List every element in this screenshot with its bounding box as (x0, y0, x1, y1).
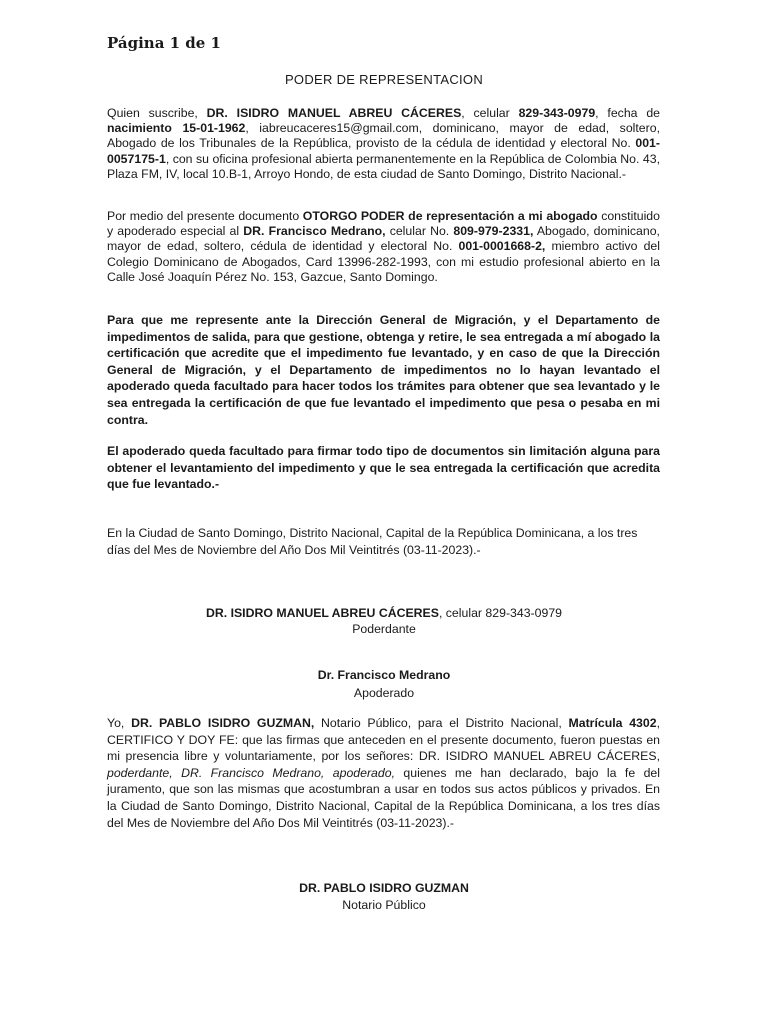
text-span: miembro activo del Colegio Dominicano de Abogados, Card 13996-282-1993, con mi estudio profesional abierto en la Calle José Joaquín Pérez No. 153, Gazcue, Santo Domingo. (107, 239, 660, 284)
signatory-name (0, 605, 768, 621)
text-span: Por medio del presente documento (107, 209, 303, 223)
signature-block-attorney (0, 667, 768, 701)
text-span: constituido y apoderado especial al (107, 209, 660, 239)
signatory-name: DR. PABLO ISIDRO GUZMAN (299, 881, 469, 895)
text-span: Abogado, dominicano, mayor de edad, soltero, cédula de identidad y electoral No. (107, 224, 660, 254)
signatory-roles: poderdante, DR. Francisco Medrano, apoderado, (107, 765, 395, 780)
notary-name: DR. PABLO ISIDRO GUZMAN, (131, 716, 315, 730)
signatory-name: Dr. Francisco Medrano (317, 668, 451, 682)
text-span: , con su oficina profesional abierta permanentemente en la República de Colombia No. 43, Plaza FM, IV, local 10.B-1, Arroyo Hondo, de esta ciudad de Santo Domingo, Distrito Nacional.- (107, 151, 660, 181)
paragraph-attorney-powers: El apoderado queda facultado para firmar todo tipo de documentos sin limitación alguna para obtener el levantamiento del impedimento y que le sea entregada la certificación que acredita que fue levantado.- (107, 444, 660, 492)
notary-registration: Matrícula 4302 (568, 716, 657, 730)
signature-block-notary (0, 880, 768, 913)
grantor-id-number: 001-0057175-1 (107, 136, 660, 166)
birth-label: nacimiento (107, 121, 172, 136)
birth-date: 15-01-1962 (182, 121, 246, 136)
text-span: , fecha de (595, 106, 660, 120)
paragraph-power-grant (107, 209, 660, 285)
attorney-name: DR. Francisco Medrano, (243, 224, 386, 239)
attorney-phone: 809-979-2331, (453, 224, 534, 239)
signatory-role: Notario Público (342, 898, 426, 912)
paragraph-place-date: En la Ciudad de Santo Domingo, Distrito Nacional, Capital de la República Dominicana, a los tres días del Mes de Noviembre del Año Dos Mil Veintitrés (03-11-2023).- (107, 526, 638, 557)
attorney-id-number: 001-0001668-2, (458, 239, 546, 254)
grant-statement: OTORGO PODER de representación a mi abogado (302, 209, 598, 223)
grantor-phone: 829-343-0979 (518, 106, 596, 120)
paragraph-mandate-purpose: Para que me represente ante la Dirección General de Migración, y el Departamento de impedimentos de salida, para que gestione, obtenga y retire, le sea entregada a mí abogado la certificación que acredite que el impedimento fue levantado, y en caso de que la Dirección General de Migración, y el Departamento de impedimentos no lo hayan levantado el apoderado queda facultado para hacer todos los trámites para obtener que sea levantado y le sea entregada la certificación de que fue levantado el impedimento que pesa o pesaba en mi contra. (107, 313, 660, 427)
text-span: , celular (461, 106, 519, 120)
text-span: quienes me han declarado, bajo la fe del juramento, que son las mismas que acostumbran a usar en todos sus actos públicos y privados. En la Ciudad de Santo Domingo, Distrito Nacional, Capital de la República Dominicana, a los tres días del Mes de Noviembre del Año Dos Mil Veintitrés (03-11-2023).- (107, 765, 660, 830)
document-title: PODER DE REPRESENTACION (284, 72, 484, 87)
signatory-name-bold: DR. ISIDRO MANUEL ABREU CÁCERES (205, 606, 439, 620)
grantor-name: DR. ISIDRO MANUEL ABREU CÁCERES (206, 106, 462, 120)
signatory-phone: , celular 829-343-0979 (438, 606, 563, 620)
signatory-role: Poderdante (352, 622, 416, 636)
text-span: Quien suscribe, (107, 106, 207, 120)
text-span: , CERTIFICO Y DOY FE: que las firmas que anteceden en el presente documento, fueron puestas en mi presencia libre y voluntariamente, por los señores: DR. ISIDRO MANUEL ABREU CÁCERES, (107, 716, 660, 764)
text-span (172, 121, 183, 135)
paragraph-notary-certification (107, 715, 660, 831)
text-span: celular No. (385, 224, 454, 239)
text-span: , iabreucaceres15@gmail.com, dominicano, mayor de edad, soltero, Abogado de los Tribunales de la República, provisto de la cédula de identidad y electoral No. (107, 121, 660, 151)
page-number: Página 1 de 1 (107, 34, 221, 52)
paragraph-grantor-identification (107, 106, 660, 182)
text-span: Notario Público, para el Distrito Nacional, (314, 716, 569, 730)
signatory-role: Apoderado (353, 686, 415, 700)
signature-block-grantor (0, 605, 768, 637)
text-span: Yo, (107, 716, 132, 730)
